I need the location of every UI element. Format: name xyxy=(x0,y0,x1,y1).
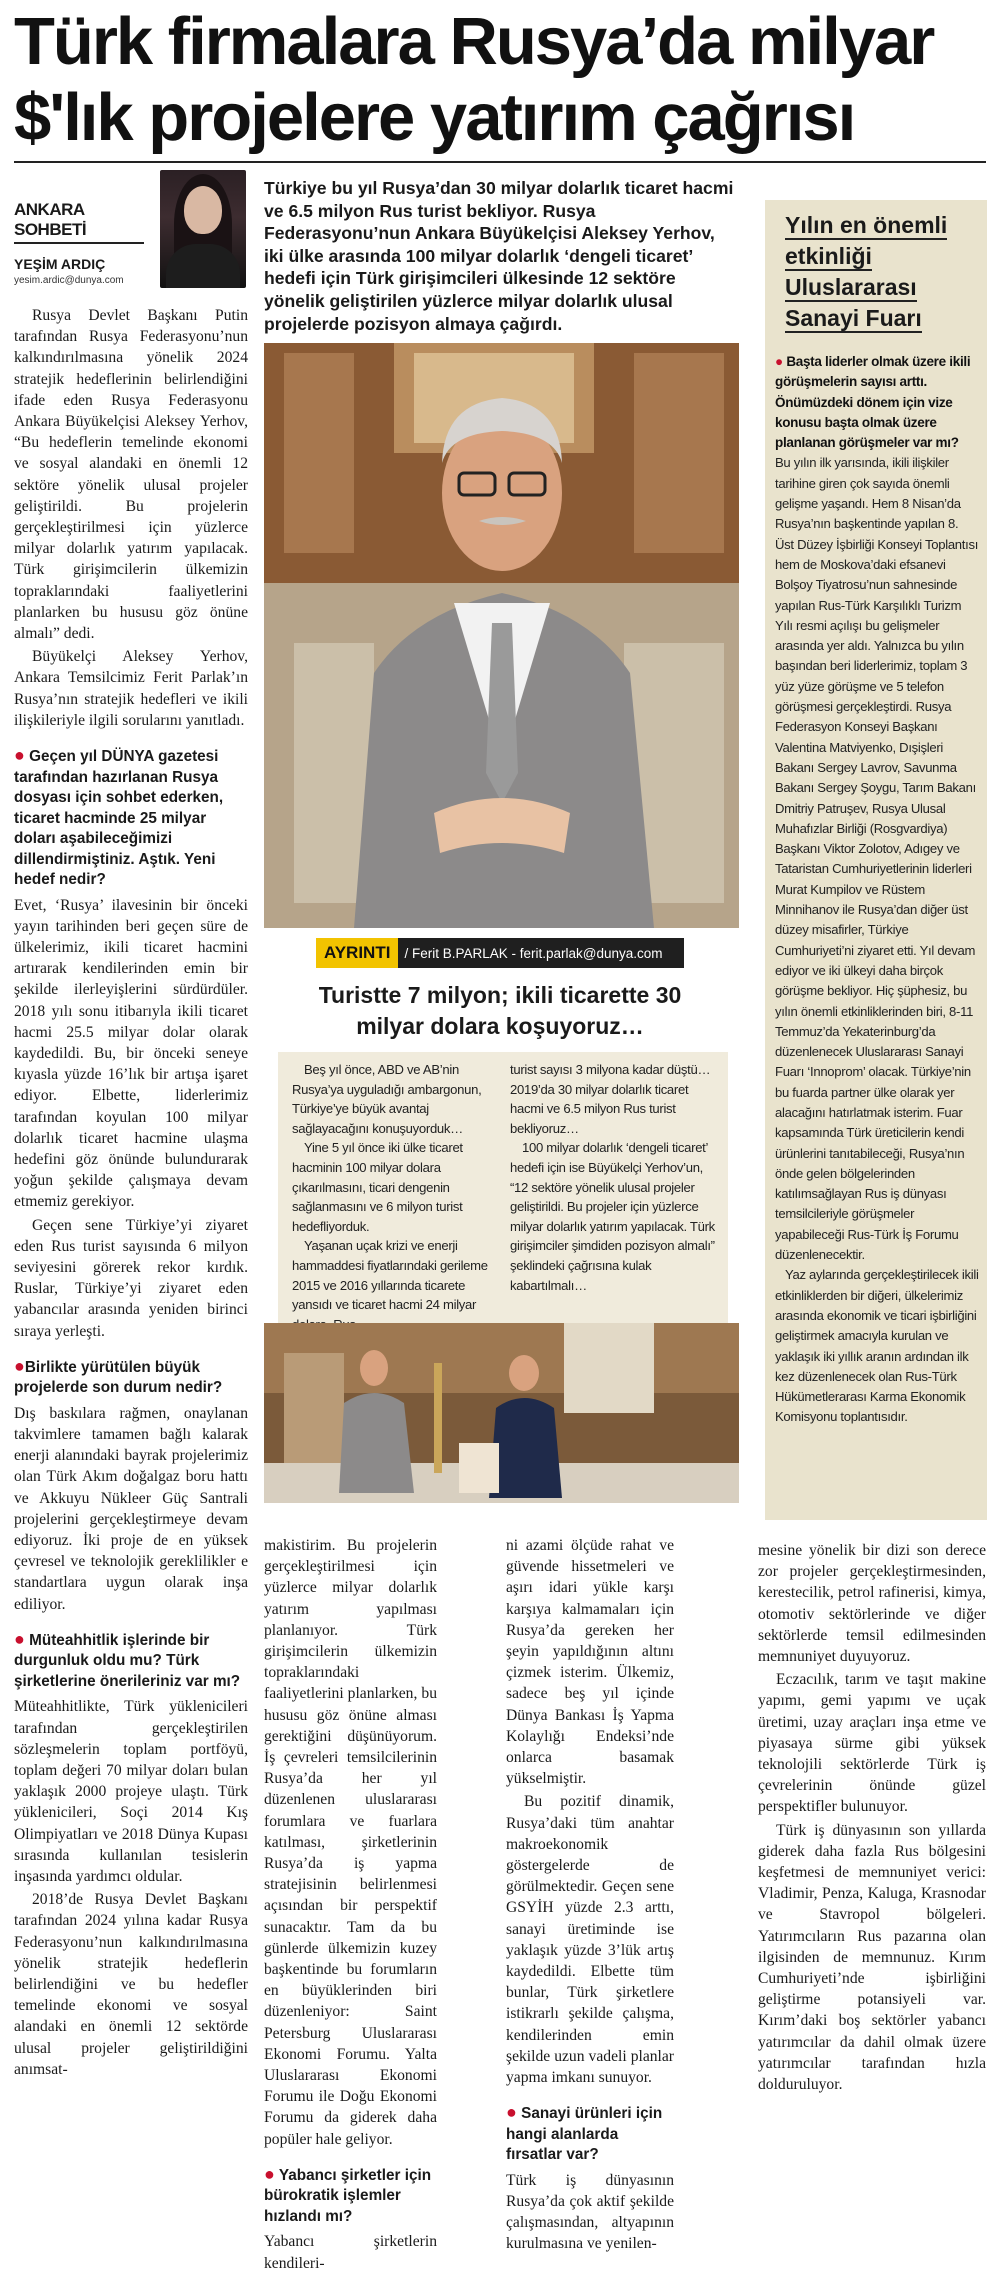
paragraph: 100 milyar dolarlık ‘dengeli ticaret’ hedefi için ise Büyükelçi Yerhov’un, “12 sektöre yönelik ulusal projeler geliştirildi. Bu projeler için yüzlerce milyar dolarlık yatırım yapılacak. Türk girişimciler şimdiden pozisyon almalı” şeklindeki çağrısına kulak kabartılmalı… xyxy=(510,1140,715,1293)
ayrinti-bar xyxy=(316,938,684,968)
sidebar-body xyxy=(775,352,979,1428)
paragraph: Yabancı şirketlerin kendileri- xyxy=(264,2233,437,2272)
paragraph: Büyükelçi Aleksey Yerhov, Ankara Temsilcimiz Ferit Parlak’ın Rusya’nın stratejik hedefleri ve ikili ilişkileriyle ilgili sorularını yanıtladı. xyxy=(14,648,248,729)
paragraph: Müteahhitlikte, Türk yüklenicileri tarafından gerçekleştirilen sözleşmelerin toplam portföyü, toplam değeri 70 milyar doları bulan yaklaşık 2000 projeye ulaştı. Türk yüklenicileri, Soçi 2014 Kış Olimpiyatları ve 2018 Dünya Kupası sırasında kullanılan tesislerin inşasında yardımcı oldular. xyxy=(14,1698,248,1885)
bottom-column-3 xyxy=(506,1535,674,2257)
paragraph: Dış baskılara rağmen, onaylanan takvimlere tamamen bağlı kalarak enerji alanındaki bayrak projelerimiz olan Türk Akım doğalgaz boru hattı ve Akkuyu Nükleer Güç Santrali projelerini gerçekleştirmeye devam ediyoruz. İki proje de en yüksek çevresel ve teknolojik gereklilikler e standartlara uygun olarak inşa ediliyor. xyxy=(14,1404,248,1613)
ambassador-photo xyxy=(264,343,739,928)
left-column xyxy=(14,305,248,2082)
sidebar-answer-2: Yaz aylarında gerçekleştirilecek ikili etkinliklerden bir diğeri, ülkelerimiz arasında ekonomik ve ticari işbirliğini geliştirmek amacıyla kurulan ve yaklaşık iki yıllık aranın ardından ilk kez düzenlenecek olan Rus-Türk Hükümetlerarası Karma Ekonomik Komisyonu toplantısıdır. xyxy=(775,1267,979,1425)
sidebar-answer: Bu yılın ilk yarısında, ikili ilişkiler tarihine giren çok sayıda önemli gelişme yaşandı. Hem 8 Nisan’da Rusya’nın başkentinde yapılan 8. Üst Düzey İşbirliği Konseyi Toplantısı hem de Moskova’daki efsanevi Bolşoy Tiyatrosu’nun sahnesinde yapılan Rus-Türk Karşılıklı Turizm Yılı resmi açılışı bu gelişmeler arasında yer aldı. Yalnızca bu yılın başından beri liderlerimiz, toplam 3 yüz yüze görüşme ve 5 telefon görüşmesi gerçekleştirdi. Rusya Federasyon Konseyi Başkanı Valentina Matviyenko, Dışişleri Bakanı Sergey Lavrov, Savunma Bakanı Sergey Şoygu, Tarım Bakanı Dmitriy Patruşev, Rusya Ulusal Muhafızlar Birliği (Rosgvardiya) Başkanı Viktor Zolotov, Adıgey ve Tataristan Cumhuriyetlerinin liderleri Murat Kumpilov ve Rüstem Minnihanov ile Rusya’dan diğer üst düzey misafirler, Türkiye Cumhuriyeti’ni ziyaret etti. Yıl devam ediyor ve iki ülkeyi daha birçok görüşme bekliyor. Hiç şüphesiz, bu yılın önemli etkinliklerinden biri, 8-11 Temmuz’da Yekaterinburg’da düzenlenecek Uluslararası Sanayi Fuarı ‘Innoprom’ olacak. Türkiye’nin bu fuarda partner ülke olarak yer alacağını hatırlatmak isterim. Fuar kapsamında Türk üreticilerin kendi ürünlerini tanıtabileceği, Rusya’nın önde gelen bölgelerinden katılımsağlayan Rus iş dünyası temsilcileriyle görüşmeler yapabileceği Rus-Türk İş Forumu düzenlenecektir. xyxy=(775,455,979,1263)
meeting-photo xyxy=(264,1323,739,1503)
bottom-column-4 xyxy=(758,1540,986,2097)
sidebar-box xyxy=(765,200,987,1520)
paragraph: Yaşanan uçak krizi ve enerji hammaddesi fiyatlarındaki gerileme 2015 ve 2016 yıllarında ticarete yansıdı ve ticaret hacmi 24 milyar xyxy=(292,1238,488,1313)
question-5: ● Sanayi ürünleri için hangi alanlarda fırsatlar var? xyxy=(506,2102,663,2164)
question-2: ●Birlikte yürütülen büyük projelerde son durum nedir? xyxy=(14,1355,223,1397)
paragraph: Türk iş dünyasının son yıllarda giderek daha fazla Rus bölgesini keşfetmesi de memnuniyet verici: Vladimir, Penza, Kaluga, Krasnodar ve Stavropol bölgeleri. Yatırımcıların Rus pazarına olan ilgisinden de memnunuz. Kırım Cumhuriyeti’nde işbirliğini geliştirme potansiyeli var. Kırım’daki boş sektörler yabancı yatırımcılar da dahil olmak üzere yatırımcılar tarafından hızla dolduruluyor. xyxy=(758,1821,986,2094)
paragraph: Geçen sene Türkiye’yi ziyaret eden Rus turist sayısında 6 milyon seviyesini görerek rekor kırdık. Ruslar, Türkiye’yi ziyaret eden yabancılar arasında yeniden birinci sıraya yerleşti. xyxy=(14,1216,248,1340)
headline-rule xyxy=(14,161,986,163)
paragraph: Yine 5 yıl önce iki ülke ticaret hacminin 100 milyar dolara çıkarılmasını, ticari dengenin sağlanmasını ve 6 milyon turist hedefliyorduk. xyxy=(292,1140,463,1234)
ayrinti-title: Turistte 7 milyon; ikili ticarette 30 milyar dolara koşuyoruz… xyxy=(318,982,682,1039)
paragraph: Beş yıl önce, ABD ve AB’nin Rusya’ya uyguladığı ambargonun, Türkiye’ye büyük avantaj sağlayacağını konuşuyorduk… xyxy=(292,1062,482,1136)
paragraph: makistirim. Bu projelerin gerçekleştirilmesi için yüzlerce milyar dolarlık yatırım yapılması planlanıyor. Türk girişimcilerin ülkemizin topraklarındaki faaliyetlerini planlarken, bu hususu göz önüne alması gerektiğini düşünüyorum. İş çevreleri temsilcilerinin Rusya’da her yıl düzenlenen uluslararası forumlara ve fuarlara katılması, şirketlerinin Rusya’da iş yapma stratejisinin belirlenmesi açısından bir perspektif sunacaktır. Tam da bu günlerde ülkemizin kuzey başkentinde bu forumların en büyüklerinden biri düzenleniyor: Saint Petersburg Uluslararası Ekonomi Forumu. Yalta Uluslararası Ekonomi Forumu ile Doğu Ekonomi Forumu da giderek daha popüler hale geliyor. xyxy=(264,1537,437,2148)
author-avatar xyxy=(160,170,246,288)
paragraph: ni azami ölçüde rahat ve güvende hissetmeleri ve aşırı idari yükle karşı karşıya kalmamaları için Rusya’da gereken her şeyin yapıldığının altını çizmek isterim. Ülkemiz, sadece beş yıl içinde Dünya Bankası İş Yapma Kolaylığı Endeksi’nde onlarca basamak yükselmiştir. xyxy=(506,1537,674,1788)
paragraph: turist sayısı 3 milyona kadar düştü… 2019’da 30 milyar dolarlık ticaret hacmi ve 6.5 milyon Rus turist bekliyoruz… xyxy=(510,1062,711,1136)
lead-paragraph: Türkiye bu yıl Rusya’dan 30 milyar dolarlık ticaret hacmi ve 6.5 milyon Rus turist bekliyor. Rusya Federasyonu’nun Ankara Büyükelçisi Aleksey Yerhov, iki ülke arasında 100 milyar dolarlık ‘dengeli ticaret’ hedefi için Türk girişimcileri ülkesinde 12 sektöre yönelik geliştirilen yüzlerce milyar dolarlık ulusal projelerde pozisyon almaya çağırdı. xyxy=(264,178,734,334)
paragraph: 2018’de Rusya Devlet Başkanı tarafından 2024 yılına kadar Rusya Federasyonu’nun kalkındırılmasına yönelik stratejik hedeflerin belirlendiğini ve bu hedefler temelinde ekonomi ve sosyal alandaki en önemli 12 sektörde ulusal projeler geliştirildiğini anımsat- xyxy=(14,1891,248,2078)
paragraph: mesine yönelik bir dizi son derece zor projeler gerçekleştirmesinden, kerestecilik, petrol rafinerisi, kimya, otomotiv sektörlerinde ve diğer sektörlerde temsil edilmesinden memnuniyet duyuyoruz. xyxy=(758,1542,986,1666)
column-tag-rule xyxy=(14,242,144,244)
column-email[interactable]: yesim.ardic@dunya.com xyxy=(14,275,124,286)
paragraph: Bu pozitif dinamik, Rusya’daki tüm anahtar makroekonomik göstergelerde de görülmektedir. Geçen sene GSYİH yüzde 2.3 arttı, sanayi üretiminde ise yaklaşık yüzde 3’lük artış kaydedildi. Elbette tüm bunlar, Türk şirketlere istikrarlı şekilde çalışma, kendilerinden emin şekilde uzun vadeli planlar yapma imkanı sunuyor. xyxy=(506,1793,674,2087)
column-byline xyxy=(14,200,154,286)
paragraph: Türk iş dünyasının Rusya’da çok aktif şekilde çalışmasından, altyapının kurulmasına ve yenilen- xyxy=(506,2171,674,2253)
sidebar-title: Yılın en önemli etkinliği Uluslararası Sanayi Fuarı xyxy=(785,212,948,331)
bottom-column-2 xyxy=(264,1535,437,2276)
question-3: ● Müteahhitlik işlerinde bir durgunluk oldu mu? Türk şirketlerine önerileriniz var mı? xyxy=(14,1628,241,1690)
headline-line-2: $'lık projelere yatırım çağrısı xyxy=(14,80,855,155)
ayrinti-column-2 xyxy=(510,1060,716,1295)
paragraph: Rusya Devlet Başkanı Putin tarafından Rusya Federasyonu’nun kalkındırılmasına yönelik 2024 stratejik hedeflerinin belirlendiğini ifade eden Rusya Federasyonu Ankara Büyükelçisi Aleksey Yerhov, “Bu hedeflerin temelinde ekonomi ve sosyal alandaki en önemli 12 sektöre yönelik ulusal projeler geliştirildi. Bu projelerin gerçekleştirilmesi için yüzlerce milyar dolarlık yatırım yapılacak. Türk girişimcilerin ülkemizin topraklarındaki faaliyetlerini planlarken bu hususu göz önüne almalı” dedi. xyxy=(14,307,248,643)
ayrinti-byline: / Ferit B.PARLAK - ferit.parlak@dunya.com xyxy=(404,946,663,961)
ayrinti-column-1 xyxy=(292,1060,502,1334)
headline xyxy=(14,4,989,156)
headline-line-1: Türk firmalara Rusya’da milyar xyxy=(14,4,934,79)
question-4: ● Yabancı şirketler için bürokratik işlemler hızlandı mı? xyxy=(264,2163,432,2225)
paragraph: Evet, ‘Rusya’ ilavesinin bir önceki yayın tarihinden beri geçen süre de ülkelerimiz, ikili ticaret hacmini artırarak kendilerinden emin bir şekilde ilerleyişlerini sürdürdüler. 2018 yılı sonu itibarıyla ikili ticaret hacmi 25.5 milyar dolar olarak kaydedildi. Bu, bir önceki seneye kıyasla yüzde 16’lık bir artışa işaret ediyor. Elbette, liderlerimiz tarafından koyulan 100 milyar dolarlık ticaret hacmine ulaşma hedefini göz önünde bulundurarak yoğun şekilde çalışmaya devam etmemiz gerekiyor. xyxy=(14,896,248,1211)
sidebar-question: ● Başta liderler olmak üzere ikili görüşmelerin sayısı arttı. Önümüzdeki dönem için vize konusu başta olmak üzere planlanan görüşmeler var mı? xyxy=(775,354,971,451)
ayrinti-box xyxy=(278,1052,728,1332)
column-author: YEŞİM ARDIÇ xyxy=(14,256,106,272)
ayrinti-tag: AYRINTI xyxy=(316,938,398,968)
column-tag: ANKARA SOHBETİ xyxy=(14,200,87,239)
question-1: ● Geçen yıl DÜNYA gazetesi tarafından hazırlanan Rusya dosyası için sohbet ederken, ticaret hacminde 25 milyar doları aşabileceğimizi dillendirmiştiniz. Aştık. Yeni hedef nedir? xyxy=(14,745,224,889)
paragraph: Eczacılık, tarım ve taşıt makine yapımı, gemi yapımı ve uçak üretimi, uzay araçları inşa etme ve piyasaya sürme gibi yüksek teknolojili sektörlerde Türk iş çevrelerinin önünde güzel perspektifler bulunuyor. xyxy=(758,1671,986,1816)
